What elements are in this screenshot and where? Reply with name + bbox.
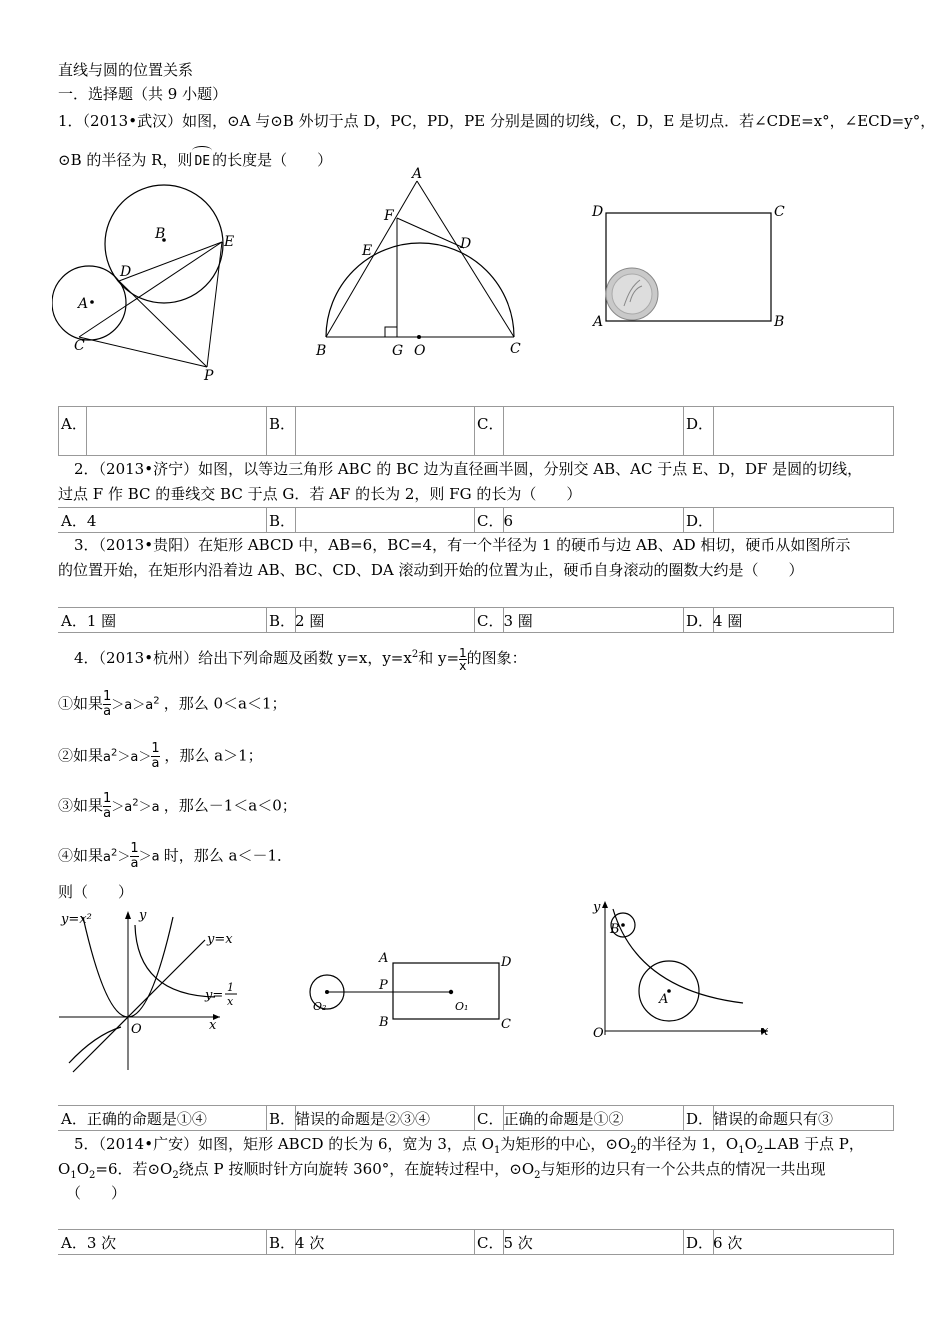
figure-hyperbola-circles [585,895,775,1045]
svg-text:x: x [761,1024,769,1039]
svg-text:O: O [414,343,426,359]
svg-text:x: x [209,1018,217,1033]
doc-title: 直线与圆的位置关系 [58,61,194,79]
q3-option-a[interactable]: A．1 圈 [61,612,117,630]
svg-text:E: E [362,243,373,259]
q2-line2: 过点 F 作 BC 的垂线交 BC 于点 G．若 AF 的长为 2，则 FG 的长为（ ） [58,485,582,503]
q1-option-a[interactable]: A． [61,415,87,433]
q2-option-a[interactable]: A．4 [61,512,97,530]
svg-text:C: C [501,1017,511,1032]
svg-text:E: E [224,234,235,250]
svg-text:O: O [131,1022,142,1037]
q5-option-d[interactable]: D．6 次 [686,1234,743,1252]
q4-prop1: ①如果 $\frac{1}{a}$ $>a>a^2$ ，那么 0＜a＜1； [58,689,287,719]
q3-option-b[interactable]: B．2 圈 [269,612,325,630]
figure-rectangle-o2 [305,948,530,1038]
q1-line1: 1．（2013•武汉）如图，⊙A 与⊙B 外切于点 D，PC，PD，PE 分别是圆的切线，C，D，E 是切点．若∠CDE=x°，∠ECD=y°， [58,112,936,130]
q4-option-d[interactable]: D．错误的命题只有③ [686,1110,834,1128]
q5-line2: $O_1O_2=6$．若$⊙O_2$绕点 P 按顺时针方向旋转 360°，在旋转过程中，$⊙O_2$与矩形的边只有一个公共点的情况一共出现 [58,1160,826,1181]
svg-text:C: C [74,338,85,354]
q1-option-c[interactable]: C． [477,415,504,433]
q3-options [58,607,894,633]
q3-option-d[interactable]: D．4 圈 [686,612,743,630]
svg-text:A: A [593,314,604,330]
q2-option-d[interactable]: D． [686,512,714,530]
q5-option-c[interactable]: C．5 次 [477,1234,533,1252]
svg-text:O₁: O₁ [455,1000,469,1013]
figure-function-graphs [55,905,255,1075]
q5-options [58,1229,894,1255]
q4-line1: 4．（2013•杭州）给出下列命题及函数 y=x，$y=x^2$和 y= $\frac{1}{x}$ 的图象： [74,645,527,673]
q1-options [58,406,894,456]
q4-option-c[interactable]: C．正确的命题是①② [477,1110,624,1128]
svg-text:C: C [774,204,785,220]
figure-tangent-circles [52,180,252,385]
q4-option-a[interactable]: A．正确的命题是①④ [61,1110,207,1128]
q4-prop2: ②如果$a^2>a>$ $\frac{1}{a}$ ，那么 a＞1； [58,741,263,771]
q2-option-b[interactable]: B． [269,512,296,530]
q2-option-c[interactable]: C．6 [477,512,514,530]
svg-text:B: B [379,1015,389,1030]
q1-line2: ⊙B 的半径为 R，则 DE 的长度是（ ） [58,150,332,172]
svg-text:O₂: O₂ [313,1000,327,1013]
svg-text:y=: y= [205,988,224,1003]
q3-option-c[interactable]: C．3 圈 [477,612,533,630]
q4-prop3: ③如果 $\frac{1}{a}$ $>a^2>a$ ，那么－1＜a＜0； [58,791,297,821]
section-heading: 一．选择题（共 9 小题） [58,85,228,103]
svg-text:B: B [155,226,166,242]
svg-text:y: y [139,908,147,923]
svg-text:y=x: y=x [207,932,233,947]
q2-options [58,507,894,533]
svg-text:A: A [659,992,669,1007]
q5-line3: （ ） [66,1184,127,1202]
svg-text:A: A [412,166,423,182]
svg-text:B: B [774,314,785,330]
svg-text:B: B [610,922,620,937]
q1-option-b[interactable]: B． [269,415,296,433]
svg-text:P: P [379,978,388,993]
fig1-label-a: A [78,296,89,312]
svg-text:x: x [227,995,234,1008]
svg-text:D: D [120,264,132,280]
svg-text:C: C [510,341,521,357]
svg-text:D: D [460,236,472,252]
q3-line2: 的位置开始，在矩形内沿着边 AB、BC、CD、DA 滚动到开始的位置为止，硬币自身滚动的圈数大约是（ ） [58,561,804,579]
q4-prop4: ④如果$a^2>$ $\frac{1}{a}$ ＞a 时，那么 a＜－1． [58,841,293,871]
q4-option-b[interactable]: B．错误的命题是②③④ [269,1110,431,1128]
q4-then: 则（ ） [58,883,134,901]
figure-semicircle-triangle [312,163,532,363]
svg-text:O: O [593,1026,604,1041]
q2-line1: 2．（2013•济宁）如图，以等边三角形 ABC 的 BC 边为直径画半圆，分别交 AB、AC 于点 E、D，DF 是圆的切线， [74,460,863,478]
q5-line1: 5．（2014•广安）如图，矩形 ABCD 的长为 6，宽为 3，点 $O_1$为矩形的中心，$⊙O_2$的半径为 1，$O_1O_2\perp AB$ 于点 P， [74,1135,864,1156]
svg-text:D: D [501,955,512,970]
arc-de: DE [192,152,212,172]
q5-option-a[interactable]: A．3 次 [61,1234,117,1252]
svg-text:A: A [379,951,389,966]
svg-text:y=x²: y=x² [61,912,92,927]
q4-options [58,1105,894,1131]
q3-line1: 3．（2013•贵阳）在矩形 ABCD 中，AB=6，BC=4，有一个半径为 1 的硬币与边 AB、AD 相切，硬币从如图所示 [74,536,851,554]
q1-option-d[interactable]: D． [686,415,714,433]
svg-text:P: P [204,368,214,384]
svg-text:1: 1 [227,981,234,994]
svg-text:F: F [384,208,394,224]
figure-rectangle-coin [588,198,798,338]
svg-text:D: D [592,204,604,220]
svg-text:G: G [392,343,404,359]
q5-option-b[interactable]: B．4 次 [269,1234,325,1252]
svg-text:y: y [593,900,601,915]
svg-text:B: B [316,343,327,359]
